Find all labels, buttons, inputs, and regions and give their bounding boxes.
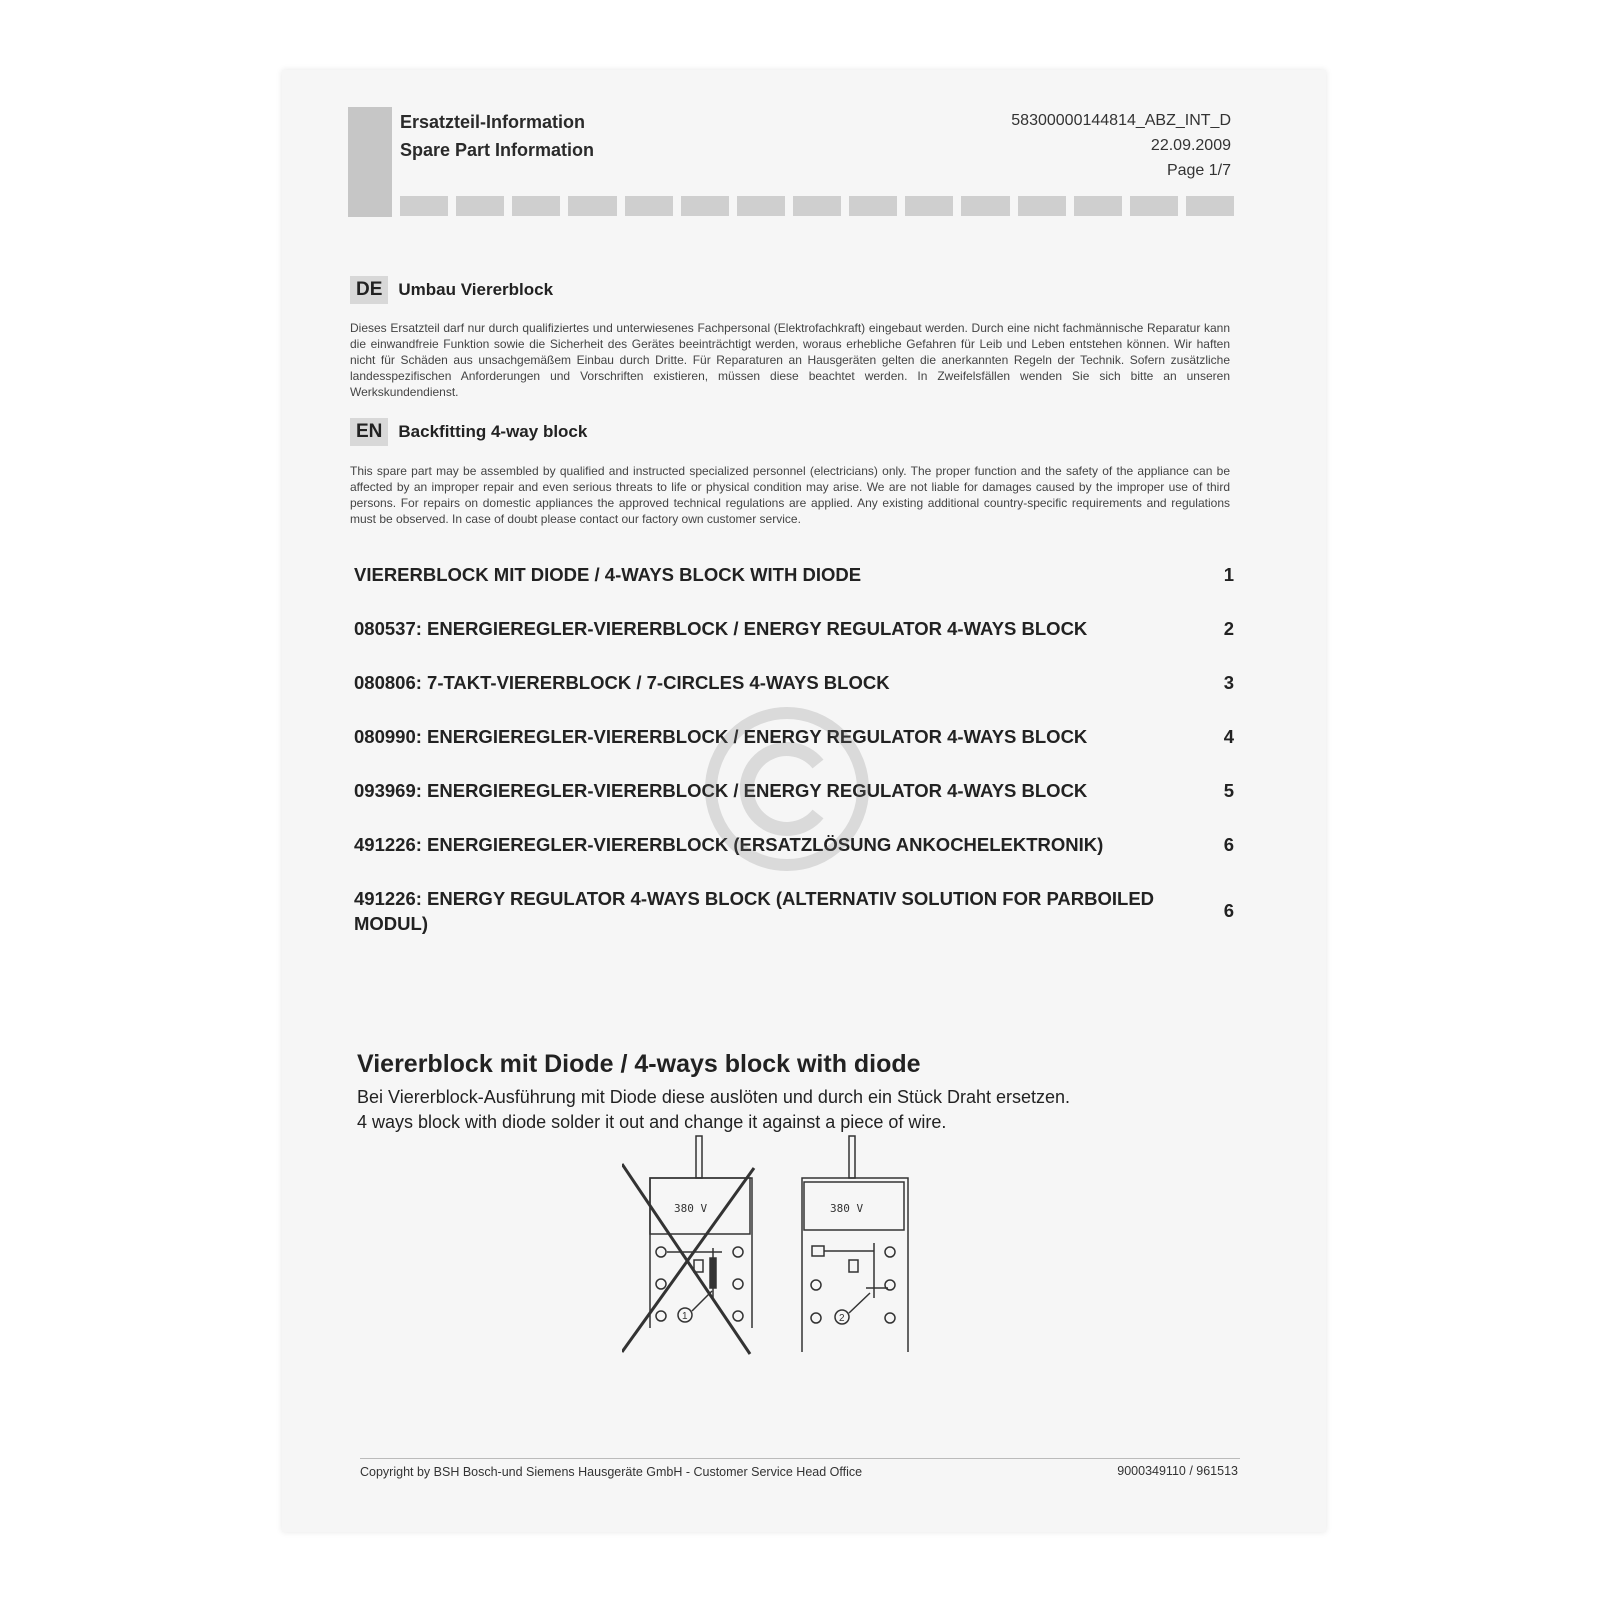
de-paragraph: Dieses Ersatzteil darf nur durch qualifiziertes und unterwiesenes Fachpersonal (Elektrofachkraft) eingebaut werden. Durch eine nicht fachmännische Reparatur kann die einwandfreie Funktion sowie die Sicherheit des Gerätes beeinträchtigt werden, woraus erhebliche Gefahren für Leib und Leben entstehen können. Wir haften nicht für Schäden aus unsachgemäßem Einbau durch Dritte. Für Reparaturen an Hausgeräten gelten die anerkannten Regeln der Technik. Sofern zusätzliche landesspezifischen Anforderungen und Vorschriften existieren, müssen diese beachtet werden. In Zweifelsfällen wenden Sie sich bitte an unseren Werkskundendienst. (350, 321, 1230, 399)
toc-title: 093969: ENERGIEREGLER-VIERERBLOCK / ENERGY REGULATOR 4-WAYS BLOCK (354, 780, 1088, 801)
toc-row[interactable] (354, 562, 1234, 587)
header-title-de: Ersatzteil-Information (400, 112, 586, 132)
diagram-right-label: 380 V (830, 1202, 864, 1215)
toc-page: 4 (1223, 725, 1234, 747)
toc-page: 3 (1223, 671, 1234, 693)
toc-title: 080990: ENERGIEREGLER-VIERERBLOCK / ENERGY REGULATOR 4-WAYS BLOCK (354, 726, 1088, 747)
header-bar (400, 196, 1234, 216)
header-title-en: Spare Part Information (400, 140, 595, 160)
header-grey-block (348, 107, 392, 217)
copyright-watermark-icon (702, 704, 872, 874)
footer-reference: 9000349110 / 961513 (1117, 1464, 1238, 1478)
wiring-diagram (622, 1128, 922, 1368)
diagram-right-block (802, 1136, 908, 1352)
toc-title: 080537: ENERGIEREGLER-VIERERBLOCK / ENERGY REGULATOR 4-WAYS BLOCK (354, 618, 1088, 639)
en-tag: EN (350, 418, 388, 446)
doc-id: 58300000144814_ABZ_INT_D (1011, 112, 1231, 129)
de-heading-row (350, 276, 553, 304)
page-number: Page 1/7 (1166, 162, 1231, 179)
header-meta (1011, 108, 1231, 183)
de-heading: Umbau Viererblock (398, 280, 554, 299)
en-heading-row (350, 418, 587, 446)
diagram-right-marker: 2 (839, 1313, 845, 1324)
document-page (282, 70, 1326, 1532)
toc-row[interactable] (354, 616, 1234, 641)
toc-title: 491226: ENERGIEREGLER-VIERERBLOCK (ERSATZLÖSUNG ANKOCHELEKTRONIK) (354, 834, 1104, 855)
toc-title: 080806: 7-TAKT-VIERERBLOCK / 7-CIRCLES 4-WAYS BLOCK (354, 672, 890, 693)
diagram-left-label: 380 V (674, 1202, 708, 1215)
footer-divider (360, 1458, 1240, 1459)
section-title: Viererblock mit Diode / 4-ways block with diode (357, 1050, 921, 1078)
toc-page: 2 (1223, 617, 1234, 639)
section-text-de: Bei Viererblock-Ausführung mit Diode diese auslöten und durch ein Stück Draht ersetzen. (357, 1087, 1071, 1107)
toc-page: 5 (1223, 779, 1234, 801)
toc-page: 1 (1223, 563, 1234, 585)
diagram-left-marker: 1 (682, 1311, 688, 1322)
toc-row[interactable] (354, 886, 1234, 936)
section-text-en: 4 ways block with diode solder it out and change it against a piece of wire. (357, 1112, 947, 1132)
toc-title: VIERERBLOCK MIT DIODE / 4-WAYS BLOCK WITH DIODE (354, 564, 862, 585)
en-heading: Backfitting 4-way block (398, 422, 588, 441)
toc-row[interactable] (354, 670, 1234, 695)
footer-copyright: Copyright by BSH Bosch-und Siemens Hausgeräte GmbH - Customer Service Head Office (360, 1465, 863, 1479)
en-paragraph: This spare part may be assembled by qualified and instructed specialized personnel (electricians) only. The proper function and the safety of the appliance can be affected by an improper repair and even serious threats to life or physical condition may arise. We are not liable for damages caused by the improper use of third persons. For repairs on domestic appliances the approved technical regulations are applied. Any existing additional country-specific requirements and regulations must be observed. In case of doubt please contact our factory own customer service. (350, 464, 1230, 526)
de-tag: DE (350, 276, 388, 304)
toc-page: 6 (1223, 900, 1234, 921)
toc-page: 6 (1223, 833, 1234, 855)
toc-title: 491226: ENERGY REGULATOR 4-WAYS BLOCK (ALTERNATIV SOLUTION FOR PARBOILED MODUL) (354, 888, 1155, 934)
diagram-left-block (622, 1136, 754, 1354)
doc-date: 22.09.2009 (1150, 137, 1231, 154)
